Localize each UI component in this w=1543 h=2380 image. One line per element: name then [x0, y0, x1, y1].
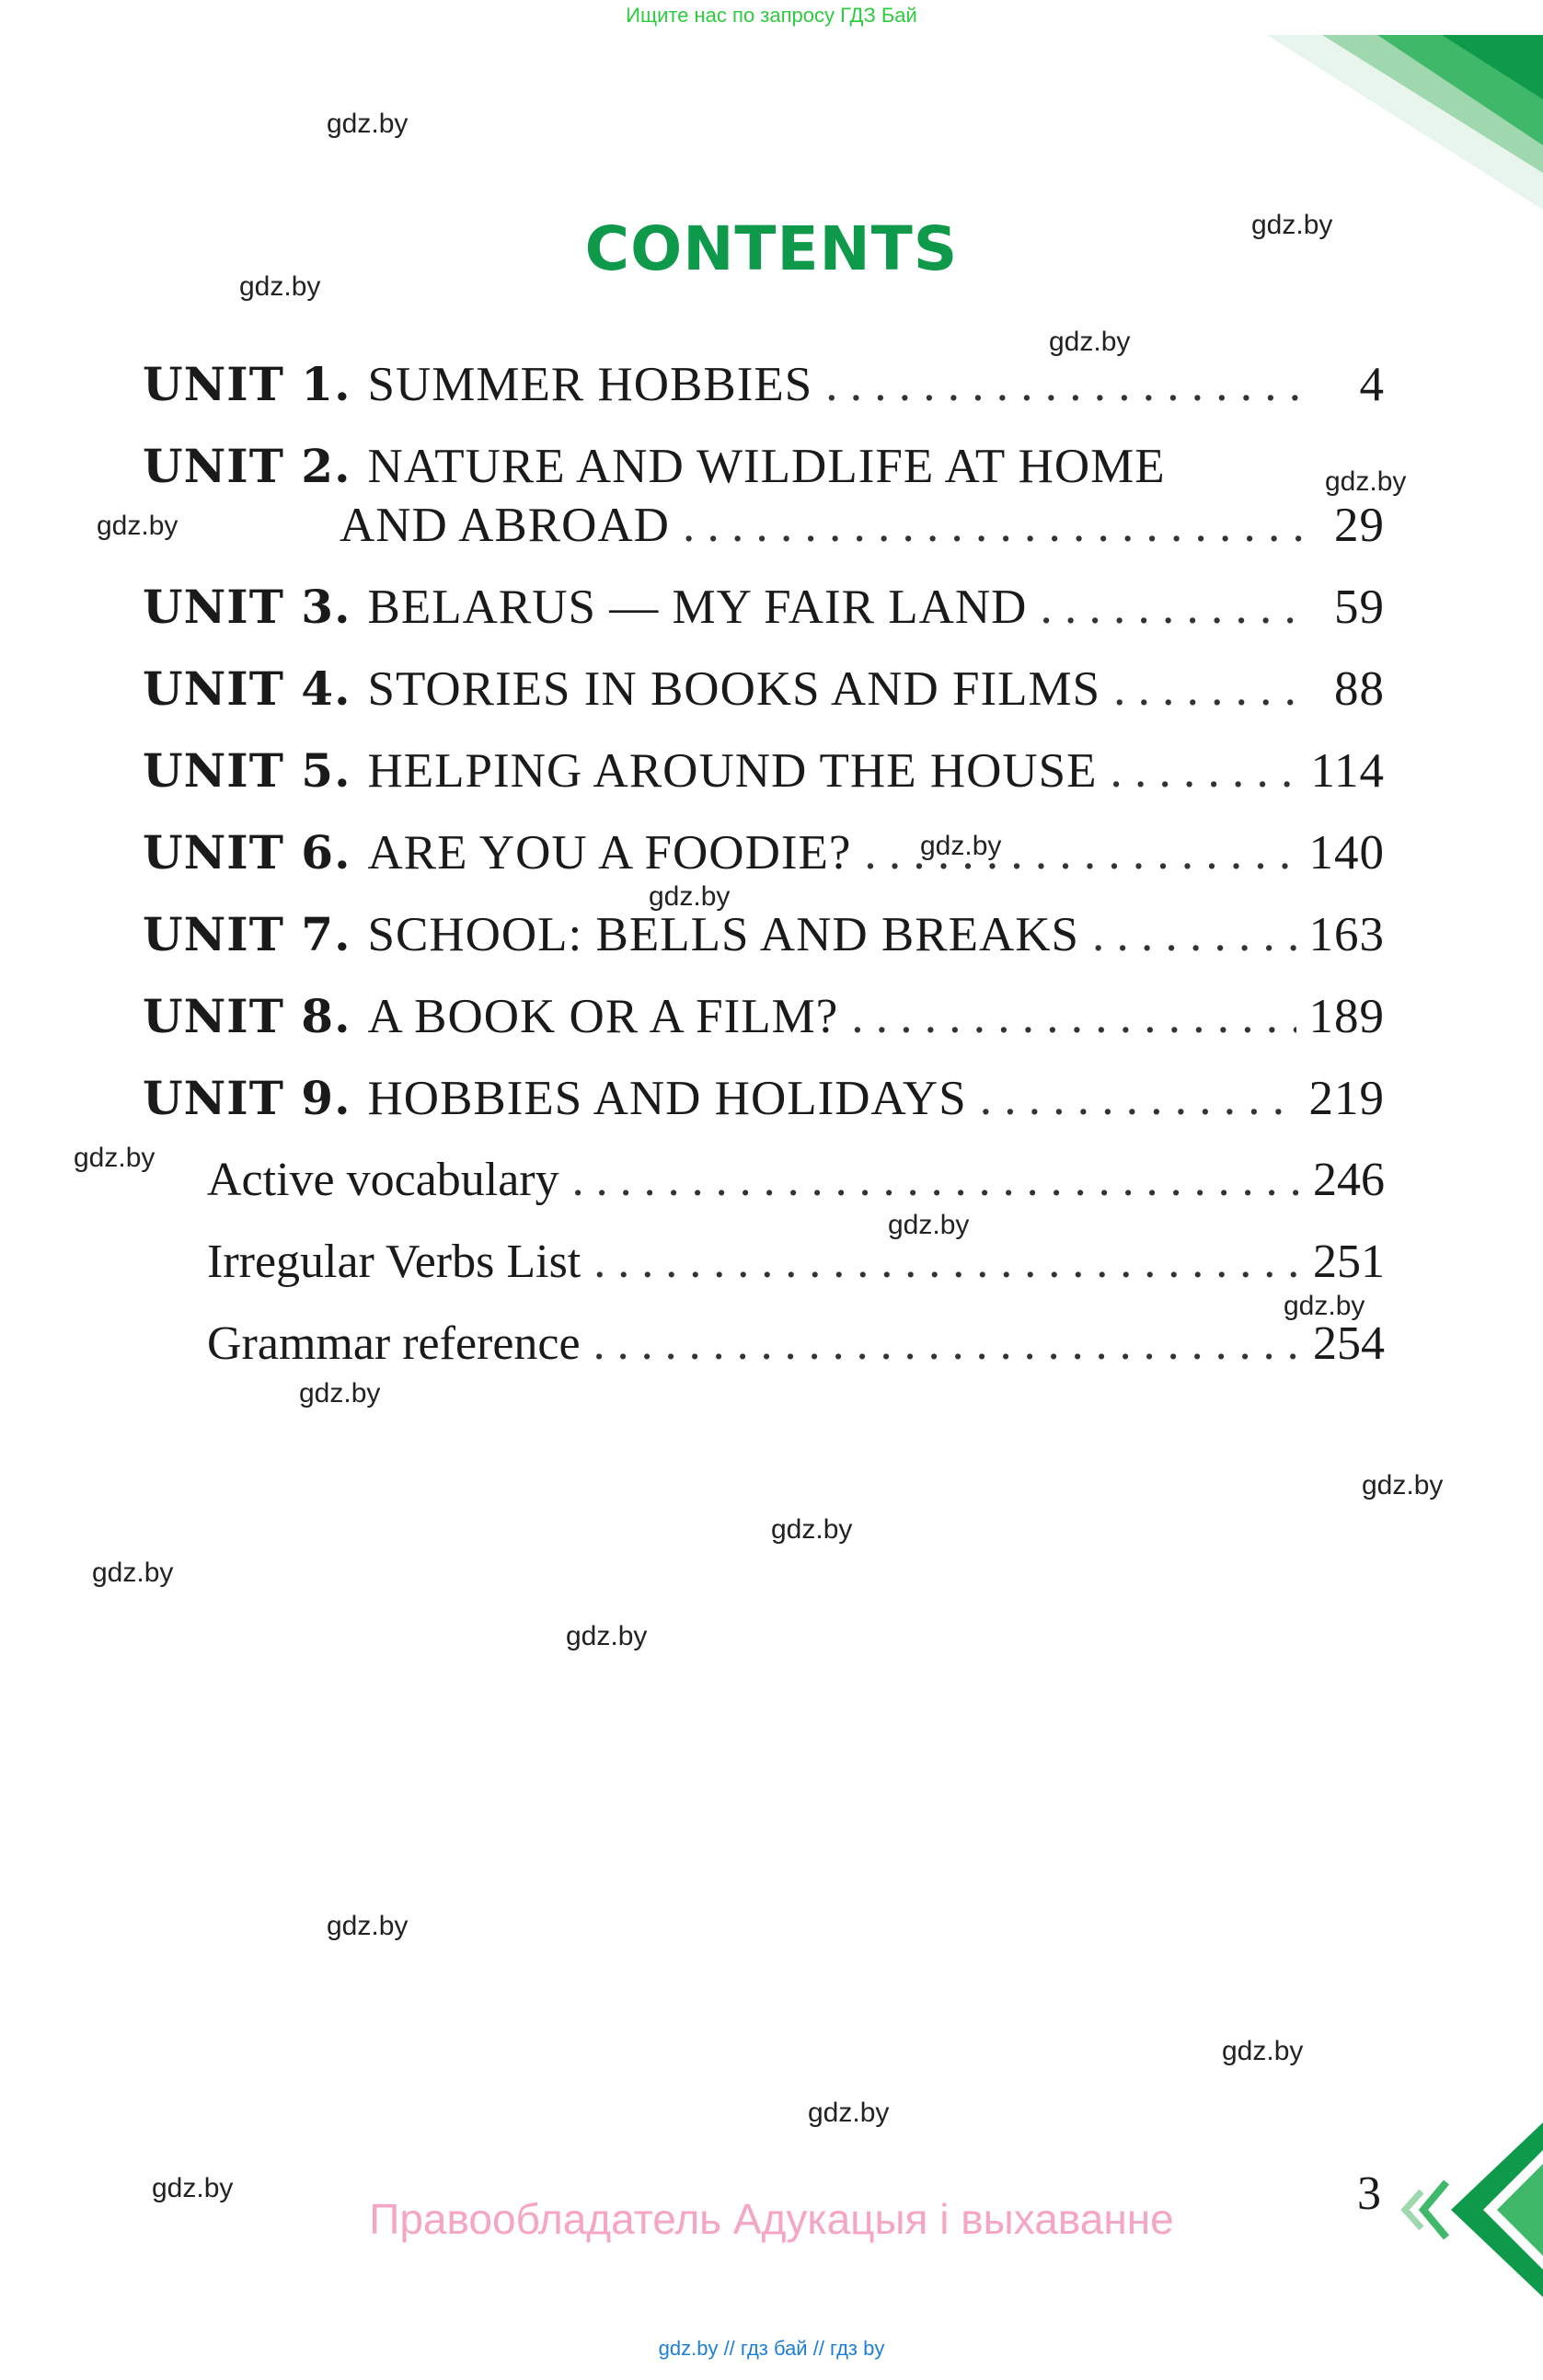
table-of-contents	[143, 357, 1385, 1398]
leader-dots	[1040, 580, 1307, 635]
watermark: gdz.by	[1362, 1470, 1444, 1500]
page-number-ref: 251	[1313, 1236, 1385, 1288]
page-number-ref: 88	[1334, 662, 1385, 716]
page-number-ref: 59	[1334, 581, 1385, 634]
unit-title: BELARUS — MY FAIR LAND	[367, 581, 1028, 634]
unit-title: NATURE AND WILDLIFE AT HOME	[367, 440, 1166, 493]
unit-title: SUMMER HOBBIES	[367, 358, 813, 411]
unit-title: HELPING AROUND THE HOUSE	[367, 744, 1098, 798]
watermark: gdz.by	[808, 2098, 890, 2128]
unit-title: SCHOOL: BELLS AND BREAKS	[367, 908, 1079, 961]
watermark: gdz.by	[1222, 2036, 1304, 2066]
watermark: gdz.by	[97, 511, 178, 541]
page-number-ref: 29	[1334, 499, 1385, 552]
page-number-ref: 163	[1308, 908, 1385, 961]
toc-row-unit-8	[143, 989, 1385, 1071]
watermark: gdz.by	[771, 1514, 853, 1545]
section-title: Grammar reference	[207, 1317, 581, 1370]
unit-label: UNIT 4.	[143, 661, 351, 716]
corner-decoration-top	[1267, 35, 1543, 210]
leader-dots	[1113, 661, 1307, 717]
watermark: gdz.by	[1049, 327, 1131, 357]
unit-label: UNIT 8.	[143, 989, 351, 1043]
toc-row-unit-9	[143, 1071, 1385, 1153]
watermark: gdz.by	[649, 881, 731, 912]
toc-row-irregular-verbs	[143, 1235, 1385, 1316]
page-number-ref: 4	[1359, 358, 1385, 411]
page-number: 3	[1357, 2167, 1381, 2220]
page-number-ref: 114	[1310, 744, 1385, 798]
toc-row-unit-6	[143, 825, 1385, 907]
watermark: gdz.by	[566, 1621, 648, 1651]
watermark: gdz.by	[1284, 1291, 1365, 1321]
unit-label: UNIT 3.	[143, 580, 351, 634]
leader-dots	[851, 989, 1295, 1044]
watermark: gdz.by	[74, 1143, 155, 1173]
watermark: gdz.by	[1251, 210, 1333, 240]
section-title: Active vocabulary	[207, 1154, 559, 1206]
toc-row-unit-3	[143, 580, 1385, 661]
unit-label: UNIT 1.	[143, 357, 351, 411]
page-number-ref: 254	[1313, 1317, 1385, 1370]
watermark: gdz.by	[327, 1911, 409, 1941]
toc-row-unit-7	[143, 907, 1385, 989]
watermark: gdz.by	[299, 1378, 381, 1408]
watermark: gdz.by	[239, 271, 321, 302]
leader-dots	[572, 1153, 1300, 1207]
leader-dots	[825, 357, 1307, 412]
leader-dots	[683, 498, 1307, 553]
page-number-ref: 140	[1308, 826, 1385, 880]
bottom-links[interactable]: gdz.by // гдз бай // гдз by	[658, 2337, 885, 2360]
leader-dots	[980, 1071, 1296, 1126]
leader-dots	[1092, 907, 1296, 962]
toc-row-unit-1	[143, 357, 1385, 439]
leader-dots	[1111, 743, 1298, 799]
unit-title: STORIES IN BOOKS AND FILMS	[367, 662, 1101, 716]
toc-row-active-vocabulary	[143, 1153, 1385, 1235]
unit-label: UNIT 6.	[143, 825, 351, 880]
leader-dots	[593, 1316, 1300, 1371]
watermark: gdz.by	[888, 1210, 970, 1240]
leader-dots	[593, 1235, 1300, 1289]
page-number-ref: 219	[1308, 1072, 1385, 1125]
unit-title: A BOOK OR A FILM?	[367, 990, 839, 1043]
toc-row-unit-2	[143, 439, 1385, 580]
watermark: gdz.by	[1325, 466, 1407, 497]
page-title: CONTENTS	[584, 213, 959, 284]
toc-row-unit-5	[143, 743, 1385, 825]
unit-title: ARE YOU A FOODIE?	[367, 826, 852, 880]
watermark: gdz.by	[920, 831, 1002, 861]
section-title: Irregular Verbs List	[207, 1236, 582, 1288]
watermark: gdz.by	[92, 1558, 174, 1588]
top-banner: Ищите нас по запросу ГДЗ Бай	[626, 4, 917, 27]
page-number-ref: 189	[1308, 990, 1385, 1043]
unit-title-continued: AND ABROAD	[340, 499, 670, 552]
unit-label: UNIT 9.	[143, 1071, 351, 1125]
watermark: gdz.by	[327, 109, 409, 139]
unit-title: HOBBIES AND HOLIDAYS	[367, 1072, 967, 1125]
copyright-owner: Правообладатель Адукацыя і выхаванне	[369, 2195, 1174, 2243]
page-number-ref: 246	[1313, 1154, 1385, 1206]
unit-label: UNIT 7.	[143, 907, 351, 961]
unit-label: UNIT 5.	[143, 743, 351, 798]
corner-decoration-bottom	[1396, 2122, 1543, 2297]
unit-label: UNIT 2.	[143, 439, 351, 493]
watermark: gdz.by	[152, 2173, 234, 2203]
toc-row-unit-4	[143, 661, 1385, 743]
